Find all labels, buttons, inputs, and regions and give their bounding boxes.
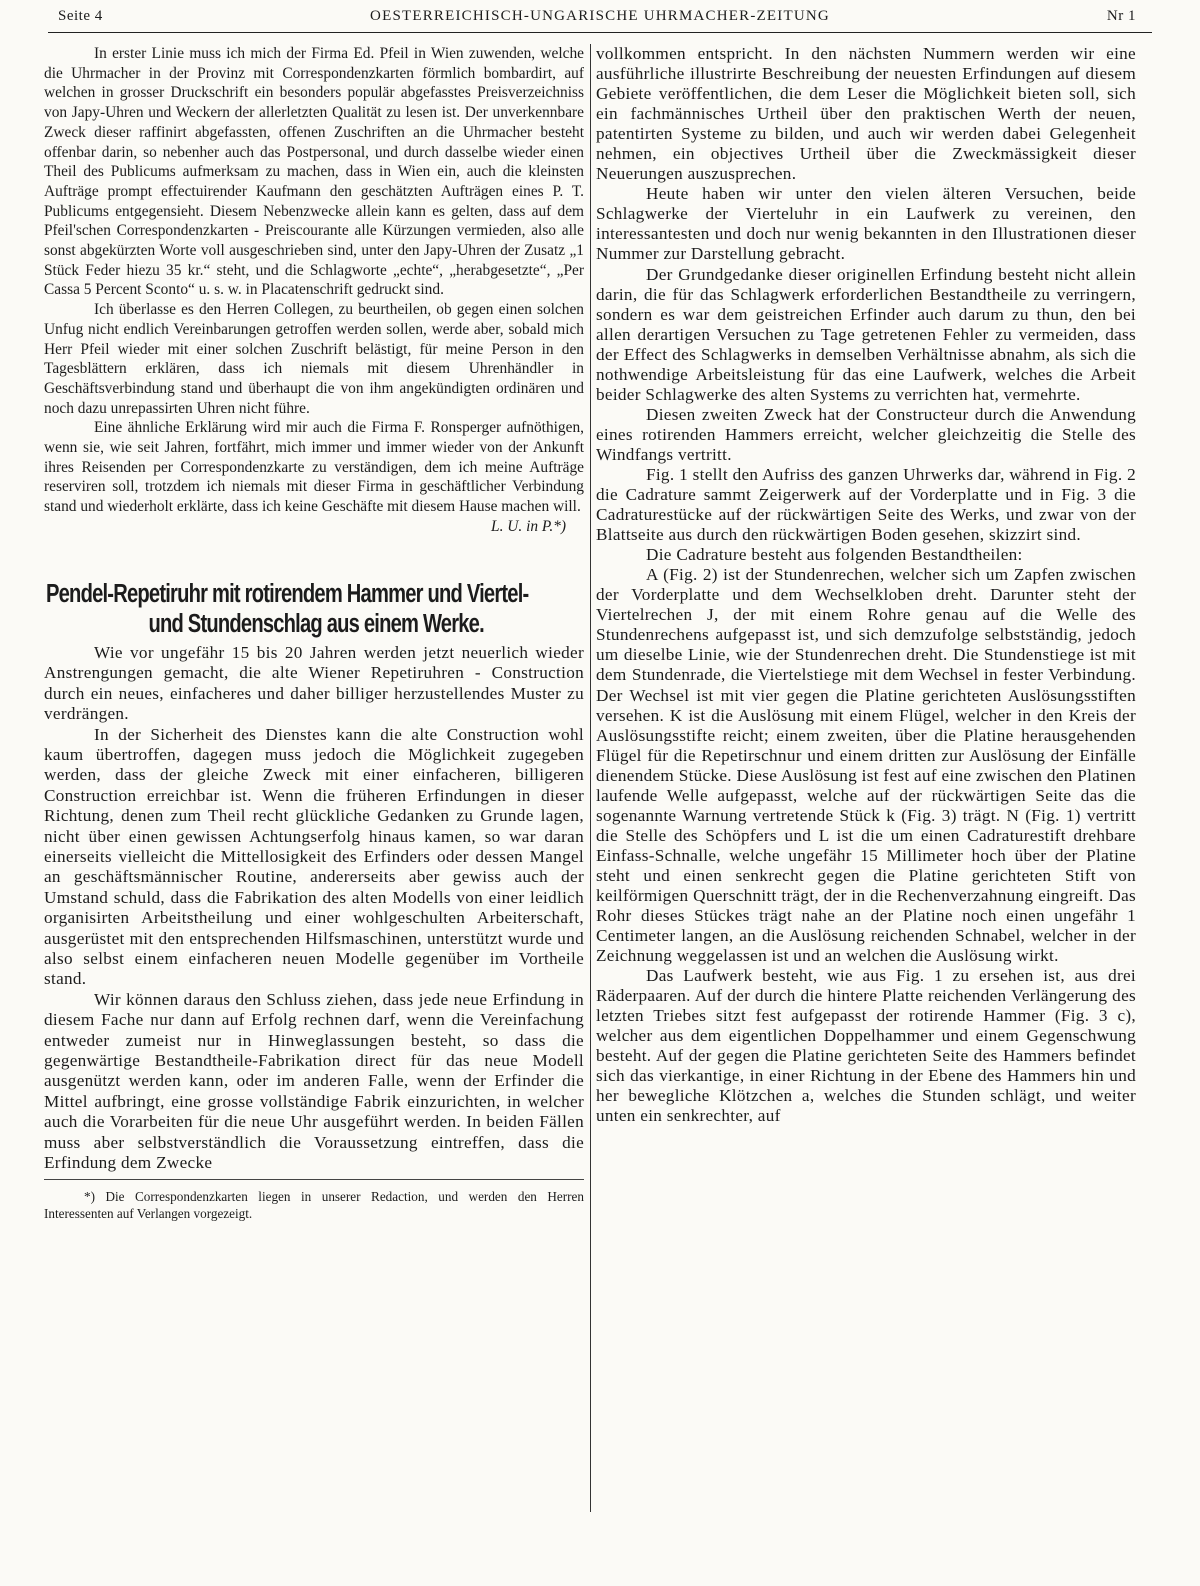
- article-paragraph: Der Grundgedanke dieser originellen Erfindung besteht nicht allein darin, die für das Schlagwerk erforderlichen Bestandtheile zu verringern, sondern es war dem geistreichen Erfinder auch darum zu thun, den bei allen derartigen Versuchen zu Tage getretenen Fehler zu vermeiden, dass der Effect des Schlagwerks in demselben Verhältnisse abnahm, als sich die nothwendige Arbeitsleistung für das eine Laufwerk, welches die Arbeit beider Schlagwerke des alten Systems zu verrichten hat, vermehrte.: [596, 264, 1136, 404]
- article-paragraph: Das Laufwerk besteht, wie aus Fig. 1 zu ersehen ist, aus drei Räderpaaren. Auf der durch die hintere Platte reichenden Verlängerung des letzten Triebes sitzt fest aufgepasst der rotirende Hammer (Fig. 3 c), welcher aus dem eigentlichen Doppelhammer und einem Gegenschwung besteht. Auf der gegen die Platine gerichteten Seite des Hammers befindet sich das vierkantige, in einer Richtung in der Ebene des Hammers hin und her bewegliche Klötzchen a, welches die Stunden schlägt, und weiter unten ein senkrechter, auf: [596, 966, 1136, 1126]
- right-column: [596, 44, 1136, 1127]
- header-rule: [48, 32, 1152, 33]
- issue-number: Nr 1: [1106, 8, 1136, 24]
- page-header: [48, 8, 1152, 30]
- journal-title: OESTERREICHISCH-UNGARISCHE UHRMACHER-ZEITUNG: [370, 8, 830, 24]
- footnote: [44, 1188, 584, 1222]
- reader-letter: [44, 44, 584, 537]
- letter-paragraph: In erster Linie muss ich mich der Firma Ed. Pfeil in Wien zuwenden, welche die Uhrmacher in der Provinz mit Correspondenzkarten förmlich bombardirt, auf welchen in grosser Druckschrift ein besonders populär abgefasstes Preisverzeichniss von Japy-Uhren und Weckern der allerletzten Qualität zu lesen ist. Der unverkennbare Zweck dieser raffinirt abgefassten, offenen Zuschriften an die Uhrmacher besteht offenbar darin, so nebenher auch das Postpersonal, und durch dasselbe wieder einen Theil des Publicums aufmerksam zu machen, dass in Wien ein, auch die kleinsten Aufträge prompt effectuirender Kaufmann den geschätzten Aufträgen eines P. T. Publicums entgegensieht. Diesem Nebenzwecke allein kann es gelten, dass auf dem Pfeil'schen Correspondenzkarten - Preiscourante alle Kürzungen vermieden, also alle sonst abgekürzten Worte voll ausgeschrieben sind, unter den Japy-Uhren der Zusatz „1 Stück Feder hiezu 35 kr.“ steht, und die Schlagworte „echte“, „herabgesetzte“, „Per Cassa 5 Percent Sconto“ u. s. w. in Placatenschrift gedruckt sind.: [44, 45, 584, 299]
- left-column: [44, 44, 584, 1222]
- column-divider: [590, 44, 591, 1512]
- letter-paragraph: Ich überlasse es den Herren Collegen, zu beurtheilen, ob gegen einen solchen Unfug nicht endlich Vereinbarungen getroffen werden sollen, werde aber, sobald mich Herr Pfeil wieder mit einer solchen Zuschrift belästigt, für meine Person in den Tagesblättern erklären, dass ich niemals mit diesem Uhrenhändler in Geschäftsverbindung stand und überhaupt die von ihm angekündigten ordinären und noch dazu unrepassirten Uhren nicht führe.: [44, 301, 584, 417]
- article-body-left: [44, 643, 584, 1174]
- article-paragraph: Heute haben wir unter den vielen älteren Versuchen, beide Schlagwerke der Vierteluhr in ein Laufwerk zu vereinen, den interessantesten und doch nur wenig bekannten in den Illustrationen dieser Nummer zur Darstellung gebracht.: [596, 184, 1136, 264]
- article-paragraph: Wie vor ungefähr 15 bis 20 Jahren werden jetzt neuerlich wieder Anstrengungen gemacht, die alte Wiener Repetiruhren - Construction durch ein neues, einfacheres und daher billiger herzustellendes Muster zu verdrängen.: [44, 642, 584, 724]
- footnote-text: *) Die Correspondenzkarten liegen in unserer Redaction, und werden den Herren Interessenten auf Verlangen vorgezeigt.: [44, 1189, 584, 1222]
- headline-line-2: und Stundenschlag aus einem Werke.: [148, 609, 484, 638]
- article-headline: [46, 579, 586, 639]
- article-paragraph: Diesen zweiten Zweck hat der Constructeur durch die Anwendung eines rotirenden Hammers erreicht, welcher gleichzeitig die Stelle des Windfangs vertritt.: [596, 404, 1136, 464]
- letter-signature: L. U. in P.*): [491, 517, 566, 535]
- article-paragraph: vollkommen entspricht. In den nächsten Nummern werden wir eine ausführliche illustrirte Beschreibung der neuesten Erfindungen auf diesem Gebiete veröffentlichen, die dem Leser die Möglichkeit bieten soll, sich ein fachmännisches Urtheil über den praktischen Werth der neuen, patentirten Systeme zu bilden, und auch wir werden dabei Gelegenheit nehmen, ein objectives Urtheil über die Zweckmässigkeit dieser Neuerungen auszusprechen.: [596, 44, 1136, 184]
- letter-paragraph: Eine ähnliche Erklärung wird mir auch die Firma F. Ronsperger aufnöthigen, wenn sie, wie seit Jahren, fortfährt, mich immer und immer wieder von der Ankunft ihres Reisenden per Correspondenzkarte zu verständigen, dem ich meine Aufträge reserviren soll, trotzdem ich niemals mit dieser Firma in geschäftlicher Verbindung stand und wiederholt erklärte, dass ich keine Geschäfte mit diesem Hause machen will.: [44, 419, 584, 516]
- article-paragraph: Die Cadrature besteht aus folgenden Bestandtheilen:: [646, 545, 1023, 565]
- article-paragraph: Fig. 1 stellt den Aufriss des ganzen Uhrwerks dar, während in Fig. 2 die Cadrature sammt Zeigerwerk auf der Vorderplatte und in Fig. 3 die Cadraturestücke auf der rückwärtigen Seite des Werks, und zwar von der Blattseite aus durch den rückwärtigen Boden gesehen, skizzirt sind.: [596, 464, 1136, 545]
- article-paragraph: In der Sicherheit des Dienstes kann die alte Construction wohl kaum übertroffen, dagegen muss jedoch die Möglichkeit zugegeben werden, dass der gleiche Zweck mit einer einfacheren, billigeren Construction erreichbar ist. Wenn die früheren Erfindungen in dieser Richtung, denen zum Theil recht glückliche Gedanken zu Grunde lagen, nicht über einen gewissen Achtungserfolg hinaus kamen, so war daran einerseits vielleicht die Mittellosigkeit des Erfinders oder dessen Mangel an geschäftsmännischer Routine, andererseits aber gewiss auch der Umstand schuld, dass die Fabrikation des alten Modells von einer leidlich organisirten Arbeitstheilung und einer wohlgeschulten Arbeiterschaft, ausgerüstet mit den entsprechenden Hilfsmaschinen, unterstützt wurde und also selbst einem einfacheren neuen Modelle gegenüber im Vortheile stand.: [44, 724, 584, 989]
- footnote-rule: [44, 1179, 584, 1180]
- headline-line-1: Pendel-Repetiruhr mit rotirendem Hammer und Viertel-: [46, 579, 529, 608]
- article-paragraph: A (Fig. 2) ist der Stundenrechen, welcher sich um Zapfen zwischen der Vorderplatte und dem Wechselkloben dreht. Darunter steht der Viertelrechen J, der mit einem Rohre genau auf die Welle des Stundenrechens aufgepasst ist, und sich demzufolge selbstständig, jedoch um dieselbe Linie, wie der Stundenrechen dreht. Die Stundenstiege ist mit dem Stundenrade, die Viertelstiege mit dem Wechsel in fester Verbindung. Der Wechsel ist mit vier gegen die Platine gerichteten Auslösungsstiften versehen. K ist die Auslösung mit einem Flügel, welcher in den Kreis der Auslösungsstifte reicht; einem zweiten, über die Platine herausgehenden Flügel für die Repetirschnur und einem dritten zur Auslösung der Einfälle dienendem Stücke. Diese Auslösung ist fest auf eine zwischen den Platinen laufende Welle aufgepasst, welche auf der rückwärtigen Seite das die sogenannte Warnung vertretende Stück k (Fig. 3) trägt. N (Fig. 1) vertritt die Stelle des Schöpfers und L ist die um einen Cadraturestift drehbare Einfass-Schnalle, welche ungefähr 15 Millimeter hoch über der Platine steht und einen senkrecht gegen die Platine gerichteten Stift von keilförmigen Querschnitt trägt, der in die Rechenverzahnung eingreift. Das Rohr dieses Stückes trägt nahe an der Platine noch einen ungefähr 1 Centimeter langen, an die Auslösung reichenden Schnabel, welcher in der Zeichnung weggelassen ist und an welchen die Auslösung wirkt.: [596, 565, 1136, 966]
- article-paragraph: Wir können daraus den Schluss ziehen, dass jede neue Erfindung in diesem Fache nur dann auf Erfolg rechnen darf, wenn die Vereinfachung entweder zumeist nur in Hinweglassungen besteht, so dass die gegenwärtige Bestandtheile-Fabrikation direct für das neue Modell ausgenützt werden kann, oder im anderen Falle, wenn der Erfinder die Mittel aufbringt, eine grosse vollständige Fabrik einzurichten, in welcher auch die Vorarbeiten für die neue Uhr ausgeführt werden. In beiden Fällen muss aber selbstverständlich die Voraussetzung eintreffen, dass die Erfindung dem Zwecke: [44, 989, 584, 1173]
- page-number: Seite 4: [58, 8, 103, 24]
